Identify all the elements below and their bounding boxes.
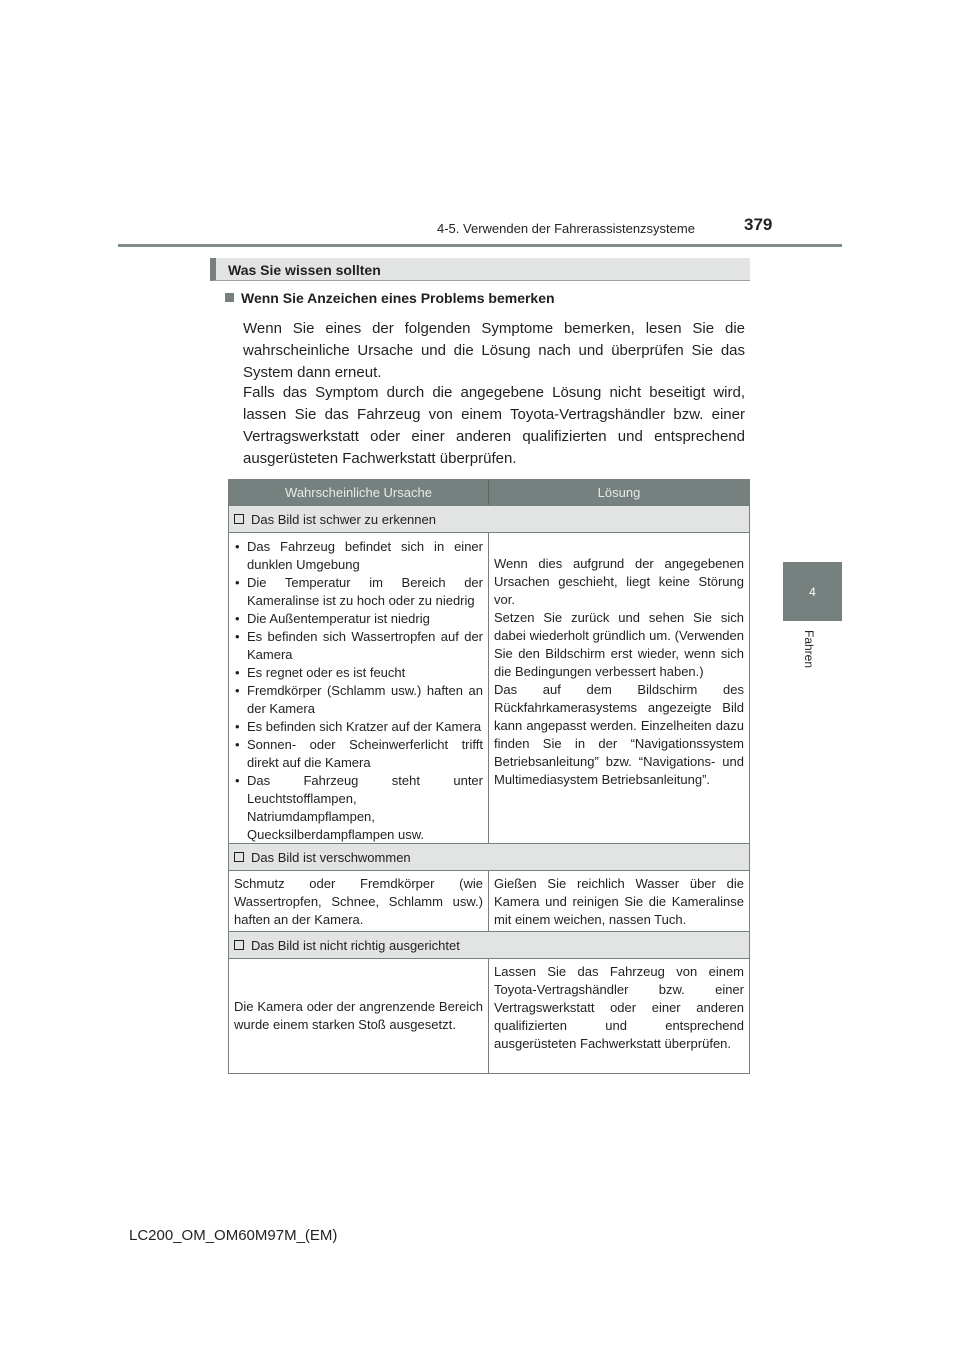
solution-cell: Lassen Sie das Fahrzeug von einem Toyota-Vertragshändler bzw. einer Vertragswerkstatt oder einer anderen qualifizierten und entsprechend ausgerüsteten Fachwerkstatt überprüfen. (494, 964, 744, 1051)
checkbox-icon (234, 852, 244, 862)
page-number: 379 (744, 215, 773, 234)
subheading (225, 290, 555, 306)
chapter-label: Fahren (802, 630, 816, 669)
table-row (229, 871, 749, 931)
solution-cell: Gießen Sie reichlich Wasser über die Kamera und reinigen Sie die Kameralinse mit einem weichen, nassen Tuch. (494, 876, 744, 927)
section-title: Das Bild ist schwer zu erkennen (251, 511, 436, 527)
list-item: • Sonnen- oder Scheinwerferlicht trifft direkt auf die Kamera (234, 736, 483, 772)
cause-cell (229, 959, 489, 1073)
chapter-tab (783, 562, 842, 621)
list-item: • Das Fahrzeug befindet sich in einer dunklen Umgebung (234, 538, 483, 574)
checkbox-icon (234, 940, 244, 950)
info-bar-title: Was Sie wissen sollten (228, 262, 381, 278)
list-item: • Es befinden sich Wassertropfen auf der Kamera (234, 628, 483, 664)
square-bullet-icon (225, 293, 234, 302)
cause-text: Die Kamera oder der angrenzende Bereich wurde einem starken Stoß ausgesetzt. (234, 999, 483, 1032)
section-header (229, 931, 749, 959)
header-cause: Wahrscheinliche Ursache (229, 480, 489, 505)
list-item: • Die Außentemperatur ist niedrig (234, 610, 483, 628)
solution-text: Das auf dem Bildschirm des Rückfahrkamerasystems angezeigte Bild kann angepasst werden. Einzelheiten dazu finden Sie in der “Navigationssystem Betriebsanleitung” bzw. “Navigations- und Multimediasystem Betriebsanleitung”. (494, 682, 744, 787)
list-item: • Es regnet oder es ist feucht (234, 664, 483, 682)
section-header (229, 843, 749, 871)
cause-cell (229, 533, 489, 843)
list-item: • Das Fahrzeug steht unter Leuchtstofflampen, Natriumdampflampen, Quecksilberdampflampen usw. (234, 772, 483, 844)
table-row (229, 959, 749, 1073)
list-item: • Es befinden sich Kratzer auf der Kamera (234, 718, 483, 736)
list-item: • Fremdkörper (Schlamm usw.) haften an der Kamera (234, 682, 483, 718)
list-item: • Die Temperatur im Bereich der Kameralinse ist zu hoch oder zu niedrig (234, 574, 483, 610)
document-code: LC200_OM_OM60M97M_(EM) (129, 1227, 338, 1244)
checkbox-icon (234, 514, 244, 524)
section-header (229, 505, 749, 533)
header-divider (118, 244, 842, 247)
section-title: Das Bild ist nicht richtig ausgerichtet (251, 937, 460, 953)
section-title: 4-5. Verwenden der Fahrerassistenzsysteme (437, 221, 695, 236)
table-header (229, 480, 749, 505)
table-row (229, 533, 749, 843)
solution-text: Setzen Sie zurück und sehen Sie sich dabei wiederholt gründlich um. (Verwenden Sie den Bildschirm erst wieder, wenn sich die Bedingungen verbessert haben.) (494, 610, 744, 679)
troubleshooting-table (228, 479, 750, 1074)
cause-cell: Schmutz oder Fremdkörper (wie Wassertropfen, Schnee, Schlamm usw.) haften an der Kamera. (229, 871, 489, 931)
paragraph: Wenn Sie eines der folgenden Symptome bemerken, lesen Sie die wahrscheinliche Ursache und die Lösung nach und überprüfen Sie das System dann erneut. (243, 320, 745, 381)
paragraph: Falls das Symptom durch die angegebene Lösung nicht beseitigt wird, lassen Sie das Fahrzeug von einem Toyota-Vertragshändler bzw. einer Vertragswerkstatt oder einer anderen qualifizierten und entsprechend ausgerüsteten Fachwerkstatt überprüfen. (243, 384, 745, 467)
header-solution: Lösung (597, 485, 641, 500)
subheading-text: Wenn Sie Anzeichen eines Problems bemerken (241, 290, 555, 306)
solution-cell (489, 533, 749, 843)
info-bar (210, 258, 750, 281)
chapter-number: 4 (809, 584, 816, 599)
section-title: Das Bild ist verschwommen (251, 849, 411, 865)
solution-text: Wenn dies aufgrund der angegebenen Ursachen geschieht, liegt keine Störung vor. (494, 556, 744, 607)
